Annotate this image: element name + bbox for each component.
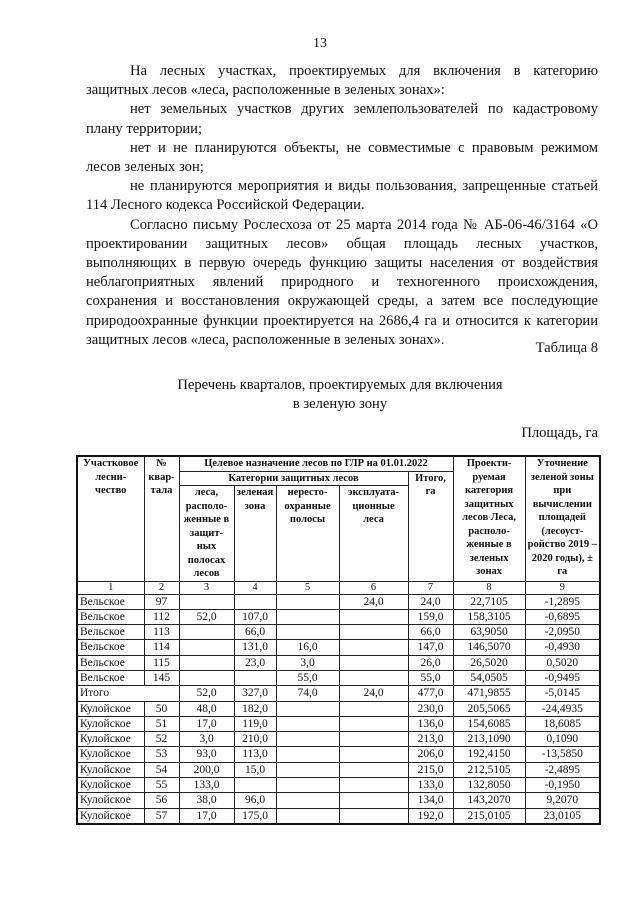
table-cell: 6	[339, 581, 408, 594]
table-cell: 8	[453, 581, 525, 594]
table-cell: 5	[276, 581, 339, 594]
table-title-line: Перечень кварталов, проектируемых для включения	[177, 377, 503, 393]
table-cell	[339, 655, 408, 670]
table-cell: 55,0	[276, 670, 339, 685]
table-cell: 136,0	[408, 716, 453, 731]
table-cell: 23,0105	[525, 808, 600, 824]
table-cell	[276, 716, 339, 731]
header-refine: Уточнение зеленой зоны при вычислении площадей (лесоуст-ройство 2019 – 2020 годы), ± га	[525, 456, 600, 581]
column-number-row	[77, 581, 600, 594]
table-cell: 15,0	[234, 762, 276, 777]
table-row	[77, 640, 600, 655]
table-cell: 182,0	[234, 701, 276, 716]
table-cell: 146,5070	[453, 640, 525, 655]
table-cell: 7	[408, 581, 453, 594]
table-cell: -1,2895	[525, 594, 600, 609]
table-cell: 3,0	[179, 732, 234, 747]
table-cell: Вельское	[77, 655, 144, 670]
table-row	[77, 594, 600, 609]
table-row	[77, 655, 600, 670]
table-cell: 158,3105	[453, 609, 525, 624]
table-row	[77, 808, 600, 824]
table-cell	[179, 670, 234, 685]
table-cell	[339, 747, 408, 762]
table-cell: 192,4150	[453, 747, 525, 762]
table-cell: 131,0	[234, 640, 276, 655]
table-cell: 24,0	[339, 686, 408, 701]
table-cell: 145	[144, 670, 179, 685]
table-cell	[276, 609, 339, 624]
table-cell: 175,0	[234, 808, 276, 824]
table-cell: 24,0	[339, 594, 408, 609]
table-cell: 113,0	[234, 747, 276, 762]
table-row	[77, 701, 600, 716]
header-total: Итого, га	[408, 471, 453, 581]
table-cell: -2,4895	[525, 762, 600, 777]
table-cell: 215,0105	[453, 808, 525, 824]
table-cell: 4	[234, 581, 276, 594]
table-cell: 54	[144, 762, 179, 777]
header-forestry: Участковое лесни-чество	[77, 456, 144, 581]
table-row	[77, 716, 600, 731]
table-row	[77, 747, 600, 762]
table-label: Таблица 8	[535, 340, 598, 356]
table-cell	[339, 793, 408, 808]
table-cell: 147,0	[408, 640, 453, 655]
table-cell: 2	[144, 581, 179, 594]
table-cell: 213,0	[408, 732, 453, 747]
table-cell: 192,0	[408, 808, 453, 824]
table-cell: 50	[144, 701, 179, 716]
header-projected: Проекти-руемая категория защитных лесов Леса, располо-женные в зеленых зонах	[453, 456, 525, 581]
table-title-line: в зеленую зону	[292, 396, 388, 412]
table-cell: -24,4935	[525, 701, 600, 716]
table-cell: -0,6895	[525, 609, 600, 624]
table-cell: 0,5020	[525, 655, 600, 670]
table-cell: 17,0	[179, 808, 234, 824]
table-cell: 327,0	[234, 686, 276, 701]
table-cell: 38,0	[179, 793, 234, 808]
table-cell: 23,0	[234, 655, 276, 670]
table-cell: Кулойское	[77, 778, 144, 793]
table-cell	[339, 762, 408, 777]
table-cell: 16,0	[276, 640, 339, 655]
table-cell	[276, 625, 339, 640]
quarters-table	[76, 455, 601, 825]
table-cell: 26,0	[408, 655, 453, 670]
table-cell	[276, 762, 339, 777]
table-row	[77, 732, 600, 747]
table-cell: 57	[144, 808, 179, 824]
table-cell	[234, 594, 276, 609]
table-cell	[276, 594, 339, 609]
table-title	[0, 376, 640, 414]
table-cell: 205,5065	[453, 701, 525, 716]
page-number: 13	[313, 36, 327, 51]
table-cell: -0,9495	[525, 670, 600, 685]
table-cell: 52,0	[179, 686, 234, 701]
table-row	[77, 762, 600, 777]
table-cell: Вельское	[77, 594, 144, 609]
table-cell	[339, 778, 408, 793]
paragraph: нет и не планируются объекты, не совместимые с правовым режимом лесов зеленых зон;	[86, 139, 598, 176]
table-cell	[179, 640, 234, 655]
table-cell: -5,0145	[525, 686, 600, 701]
table-cell: Вельское	[77, 609, 144, 624]
table-cell: 212,5105	[453, 762, 525, 777]
table-cell: 55,0	[408, 670, 453, 685]
table-cell: 3,0	[276, 655, 339, 670]
table-cell	[339, 732, 408, 747]
table-cell: Кулойское	[77, 793, 144, 808]
table-cell: 115	[144, 655, 179, 670]
header-c3: леса, располо-женные в защит-ных полосах лесов	[179, 486, 234, 582]
table-cell: Кулойское	[77, 732, 144, 747]
table-cell: 210,0	[234, 732, 276, 747]
table-cell: 230,0	[408, 701, 453, 716]
table-cell	[276, 778, 339, 793]
header-categories: Категории защитных лесов	[179, 471, 408, 486]
table-cell: Кулойское	[77, 716, 144, 731]
table-cell	[339, 670, 408, 685]
table-cell: 48,0	[179, 701, 234, 716]
table-cell: 55	[144, 778, 179, 793]
paragraph: не планируются мероприятия и виды пользования, запрещенные статьей 114 Лесного кодекса Российской Федерации.	[86, 178, 598, 214]
header-c6: эксплуата-ционные леса	[339, 486, 408, 582]
table-row	[77, 625, 600, 640]
paragraph: На лесных участках, проектируемых для включения в категорию защитных лесов «леса, расположенные в зеленых зонах»:	[86, 63, 598, 99]
table-cell: 133,0	[408, 778, 453, 793]
table-cell: 107,0	[234, 609, 276, 624]
table-cell: 134,0	[408, 793, 453, 808]
table-cell: 66,0	[234, 625, 276, 640]
table-cell: 63,9050	[453, 625, 525, 640]
table-cell: 9,2070	[525, 793, 600, 808]
table-cell	[276, 747, 339, 762]
table-cell: -2,0950	[525, 625, 600, 640]
table-cell	[339, 625, 408, 640]
table-cell: 112	[144, 609, 179, 624]
table-cell: Кулойское	[77, 762, 144, 777]
table-cell	[179, 594, 234, 609]
table-cell: 26,5020	[453, 655, 525, 670]
table-cell: 66,0	[408, 625, 453, 640]
table-cell: 54,0505	[453, 670, 525, 685]
table-cell: 119,0	[234, 716, 276, 731]
table-cell: 74,0	[276, 686, 339, 701]
table-cell: 3	[179, 581, 234, 594]
table-cell: 22,7105	[453, 594, 525, 609]
table-cell	[339, 701, 408, 716]
body-text	[86, 62, 598, 350]
table-cell: 96,0	[234, 793, 276, 808]
table-cell: Вельское	[77, 625, 144, 640]
table-cell: 477,0	[408, 686, 453, 701]
header-c5: нересто-охранные полосы	[276, 486, 339, 582]
table-cell: 24,0	[408, 594, 453, 609]
table-cell	[276, 732, 339, 747]
table-row	[77, 793, 600, 808]
table-cell: Итого	[77, 686, 179, 701]
table-cell: 9	[525, 581, 600, 594]
table-cell: -0,4930	[525, 640, 600, 655]
header-quarter: № квар-тала	[144, 456, 179, 581]
table-cell: 51	[144, 716, 179, 731]
table-cell: -13,5850	[525, 747, 600, 762]
table-cell	[339, 808, 408, 824]
subtotal-row	[77, 686, 600, 701]
table-cell: 114	[144, 640, 179, 655]
table-cell: 215,0	[408, 762, 453, 777]
table-cell: 0,1090	[525, 732, 600, 747]
table-cell: 206,0	[408, 747, 453, 762]
table-cell: -0,1950	[525, 778, 600, 793]
table-cell	[339, 609, 408, 624]
table-cell: Вельское	[77, 640, 144, 655]
paragraph: нет земельных участков других землепользователей по кадастровому плану территории;	[86, 101, 598, 137]
header-purpose: Целевое назначение лесов по ГЛР на 01.01.2022	[179, 456, 453, 471]
table-cell: 52,0	[179, 609, 234, 624]
table-cell: 213,1090	[453, 732, 525, 747]
header-c4: зеленая зона	[234, 486, 276, 582]
table-cell: 133,0	[179, 778, 234, 793]
table-cell: 52	[144, 732, 179, 747]
table-cell: 93,0	[179, 747, 234, 762]
table-cell	[234, 778, 276, 793]
table-cell	[339, 716, 408, 731]
table-cell	[339, 640, 408, 655]
table-cell: Кулойское	[77, 701, 144, 716]
paragraph: Согласно письму Рослесхоза от 25 марта 2014 года № АБ-06-46/3164 «О проектировании защитных лесов» общая площадь лесных участков, выполняющих в первую очередь функцию защиты населения от воздействия неблагоприятных явлений природного и техногенного происхождения, сохранения и восстановления окружающей среды, а затем все последующие природоохранные функции проектируется на 2686,4 га и относится к категории защитных лесов «леса, расположенные в зеленых зонах».	[86, 216, 598, 348]
table-cell	[276, 793, 339, 808]
table-cell	[179, 625, 234, 640]
table-cell: 17,0	[179, 716, 234, 731]
table-cell: Кулойское	[77, 747, 144, 762]
table-cell: 56	[144, 793, 179, 808]
table-cell: 471,9855	[453, 686, 525, 701]
table-cell: 1	[77, 581, 144, 594]
table-cell	[234, 670, 276, 685]
table-row	[77, 609, 600, 624]
table-cell: 200,0	[179, 762, 234, 777]
table-cell	[276, 701, 339, 716]
table-cell: 18,6085	[525, 716, 600, 731]
table-cell: 132,8050	[453, 778, 525, 793]
unit-label: Площадь, га	[521, 425, 598, 441]
table-cell	[179, 655, 234, 670]
table-cell: 113	[144, 625, 179, 640]
table-cell	[276, 808, 339, 824]
table-cell: Вельское	[77, 670, 144, 685]
table-cell: 154,6085	[453, 716, 525, 731]
table-cell: 97	[144, 594, 179, 609]
table-cell: 53	[144, 747, 179, 762]
table-row	[77, 670, 600, 685]
table-cell: 159,0	[408, 609, 453, 624]
table-cell: Кулойское	[77, 808, 144, 824]
table-row	[77, 778, 600, 793]
table-cell: 143,2070	[453, 793, 525, 808]
